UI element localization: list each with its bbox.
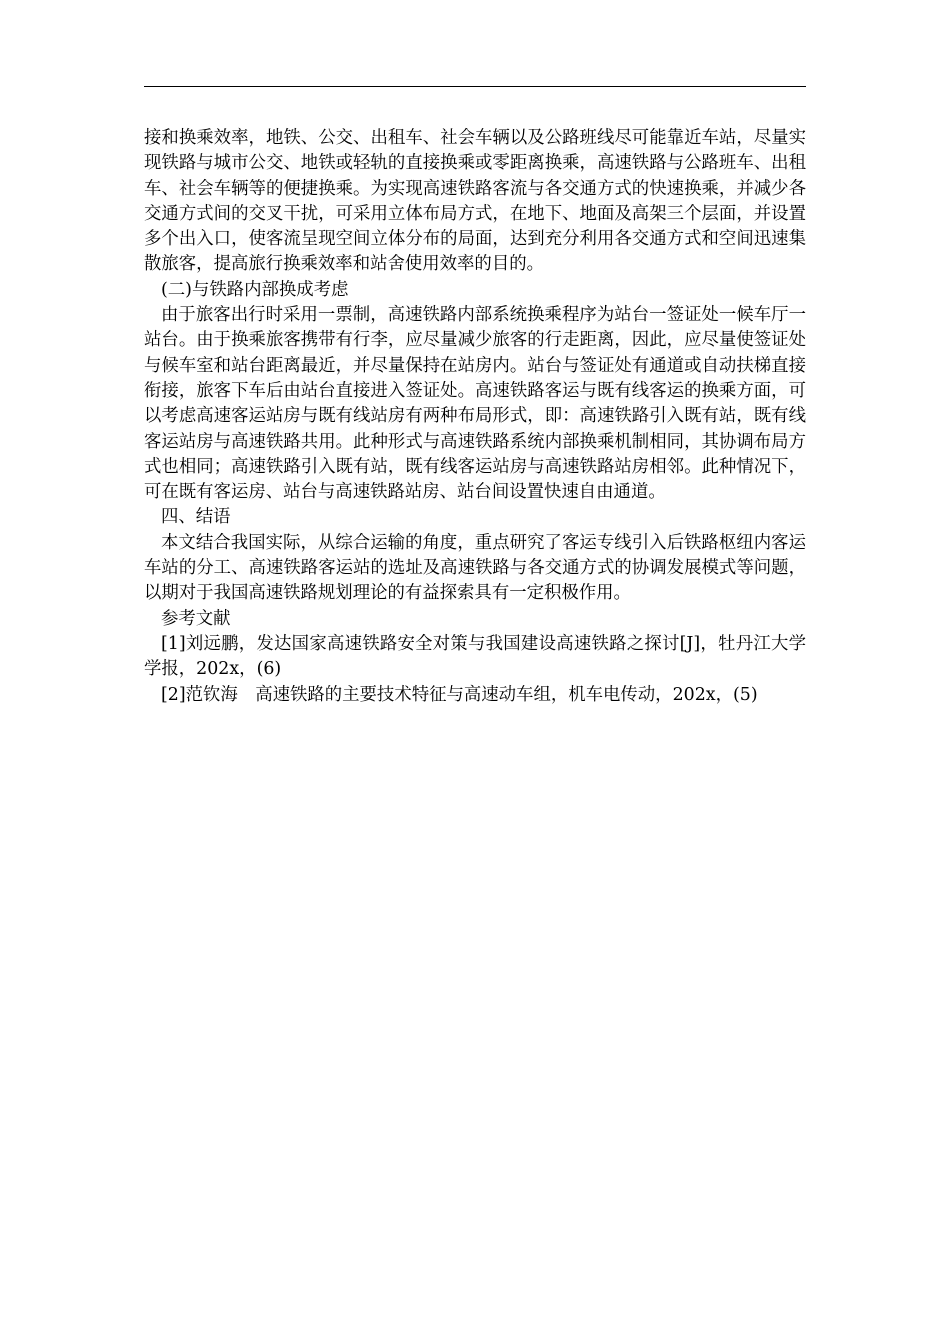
paragraph-transfer-efficiency: 接和换乘效率，地铁、公交、出租车、社会车辆以及公路班线尽可能靠近车站，尽量实现铁路与城市公交、地铁或轻轨的直接换乘或零距离换乘，高速铁路与公路班车、出租车、社会车辆等的便捷换乘。为实现高速铁路客流与各交通方式的快速换乘，并减少各交通方式间的交叉干扰，可采用立体布局方式，在地下、地面及高架三个层面，并设置多个出入口，使客流呈现空间立体分布的局面，达到充分利用各交通方式和空间迅速集散旅客，提高旅行换乘效率和站舍使用效率的目的。	[144, 128, 806, 275]
paragraph-internal-transfer: 由于旅客出行时采用一票制，高速铁路内部系统换乘程序为站台一签证处一候车厅一站台。由于换乘旅客携带有行李，应尽量减少旅客的行走距离，因此，应尽量使签证处与候车室和站台距离最近，并尽量保持在站房内。站台与签证处有通道或自动扶梯直接衔接，旅客下车后由站台直接进入签证处。高速铁路客运与既有线客运的换乘方面，可以考虑高速客运站房与既有线站房有两种布局形式，即：高速铁路引入既有站，既有线客运站房与高速铁路共用。此种形式与高速铁路系统内部换乘机制相同，其协调布局方式也相同；高速铁路引入既有站，既有线客运站房与高速铁路站房相邻。此种情况下，可在既有客运房、站台与高速铁路站房、站台间设置快速自由通道。	[144, 305, 806, 503]
header-rule	[144, 86, 806, 87]
section-heading-internal-transfer: (二)与铁路内部换成考虑	[161, 279, 349, 300]
section-heading-references: 参考文献	[161, 608, 231, 629]
reference-item-1: [1]刘远鹏，发达国家高速铁路安全对策与我国建设高速铁路之探讨[J]，牡丹江大学学报，202x，(6)	[144, 633, 806, 680]
document-body	[144, 126, 806, 708]
reference-item-2: [2]范钦海 高速铁路的主要技术特征与高速动车组，机车电传动，202x，(5)	[161, 684, 758, 705]
paragraph-conclusion: 本文结合我国实际，从综合运输的角度，重点研究了客运专线引入后铁路枢纽内客运车站的分工、高速铁路客运站的选址及高速铁路与各交通方式的协调发展模式等问题，以期对于我国高速铁路规划理论的有益探索具有一定积极作用。	[144, 532, 806, 604]
section-heading-conclusion: 四、结语	[161, 507, 231, 528]
